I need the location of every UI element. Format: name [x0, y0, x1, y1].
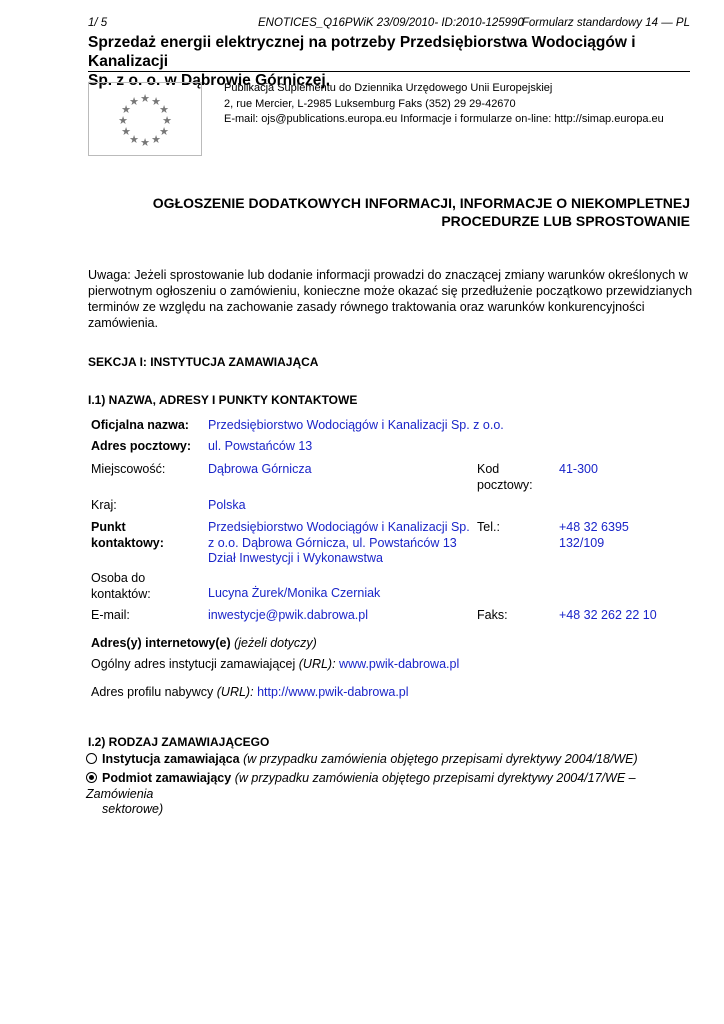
- general-url-link[interactable]: www.pwik-dabrowa.pl: [339, 657, 460, 671]
- title-line-2: Sp. z o. o. w Dąbrowie Górniczej.: [88, 72, 331, 89]
- svg-text:★: ★: [129, 96, 139, 108]
- contact-point-label-2: kontaktowy:: [91, 535, 164, 550]
- general-address-label: Ogólny adres instytucji zamawiającej: [91, 657, 296, 671]
- internet-address-heading: [91, 636, 317, 652]
- country-label: Kraj:: [91, 498, 117, 512]
- svg-text:★: ★: [121, 126, 131, 138]
- form-name: Formularz standardowy 14 — PL: [521, 17, 690, 29]
- contact-point-value: [208, 520, 470, 567]
- postal-code-label-1: Kod: [477, 462, 500, 476]
- buyer-url-label: (URL):: [216, 685, 254, 699]
- section-heading: SEKCJA I: INSTYTUCJA ZAMAWIAJĄCA: [88, 355, 319, 369]
- subsection-heading-1: I.1) NAZWA, ADRESY I PUNKTY KONTAKTOWE: [88, 393, 358, 407]
- option1-label: Instytucja zamawiająca: [102, 752, 240, 766]
- country-value: Polska: [208, 498, 246, 512]
- notice-title-line-1: OGŁOSZENIE DODATKOWYCH INFORMACJI, INFORMACJE O NIEKOMPLETNEJ: [152, 195, 690, 211]
- email-link[interactable]: inwestycje@pwik.dabrowa.pl: [208, 608, 368, 622]
- eu-stars-icon: [89, 83, 201, 155]
- document-id: ENOTICES_Q16PWiK 23/09/2010- ID:2010-125990: [258, 17, 524, 29]
- warning-line-3: terminów ze względu na zachowanie zasady równego traktowania oraz warunków konkurencyjności: [88, 300, 645, 314]
- publication-line-1: Publikacja Suplementu do Dziennika Urzędowego Unii Europejskiej: [224, 82, 553, 94]
- city-label: Miejscowość:: [91, 462, 166, 476]
- postal-code-label-2: pocztowy:: [477, 477, 533, 492]
- option-contracting-authority: [86, 752, 696, 768]
- contact-point-line-3: Dział Inwestycji i Wykonawstwa: [208, 551, 383, 565]
- eu-flag-logo: [88, 82, 202, 156]
- option2-label: Podmiot zamawiający: [102, 771, 232, 785]
- postal-address-value: ul. Powstańców 13: [208, 439, 313, 453]
- notice-title: [88, 194, 690, 230]
- svg-text:★: ★: [140, 93, 150, 105]
- notice-title-line-2: PROCEDURZE LUB SPROSTOWANIE: [441, 213, 690, 229]
- contact-point-label-1: Punkt: [91, 520, 126, 534]
- official-name-value: Przedsiębiorstwo Wodociągów i Kanalizacji Sp. z o.o.: [208, 418, 504, 432]
- svg-text:★: ★: [159, 104, 169, 116]
- general-url-label: (URL):: [298, 657, 336, 671]
- option1-note: (w przypadku zamówienia objętego przepisami dyrektywy 2004/18/WE): [243, 752, 638, 766]
- phone-line-1: +48 32 6395: [559, 520, 629, 534]
- fax-label: Faks:: [477, 608, 508, 622]
- contact-point-line-1: Przedsiębiorstwo Wodociągów i Kanalizacji Sp.: [208, 520, 470, 534]
- city-value: Dąbrowa Górnicza: [208, 462, 312, 476]
- publication-info: [224, 81, 664, 128]
- radio-contracting-entity[interactable]: [86, 772, 97, 783]
- buyer-profile-row: [91, 685, 409, 701]
- svg-text:★: ★: [162, 115, 172, 127]
- option2-note-2: sektorowe): [102, 802, 164, 816]
- warning-line-2: pierwotnym ogłoszeniu o zamówieniu, konieczne może okazać się przedłużenie początkowo przewidzianych: [88, 284, 693, 298]
- svg-text:★: ★: [118, 115, 128, 127]
- svg-text:★: ★: [140, 137, 150, 149]
- buyer-profile-label: Adres profilu nabywcy: [91, 685, 214, 699]
- svg-text:★: ★: [151, 134, 161, 146]
- radio-contracting-authority[interactable]: [86, 753, 97, 764]
- contact-person-label-1: Osoba do: [91, 571, 146, 585]
- svg-text:★: ★: [159, 126, 169, 138]
- phone-value: [559, 520, 629, 551]
- svg-text:★: ★: [129, 134, 139, 146]
- contact-person-label: [91, 571, 151, 602]
- contact-person-label-2: kontaktów:: [91, 586, 151, 601]
- postal-code-label: [477, 462, 533, 493]
- general-address-row: [91, 657, 459, 673]
- phone-label: Tel.:: [477, 520, 500, 534]
- warning-line-4: zamówienia.: [88, 316, 158, 330]
- svg-text:★: ★: [121, 104, 131, 116]
- contact-point-line-2: z o.o. Dąbrowa Górnicza, ul. Powstańców 13: [208, 535, 457, 550]
- buyer-url-link[interactable]: http://www.pwik-dabrowa.pl: [257, 685, 409, 699]
- warning-line-1: Uwaga: Jeżeli sprostowanie lub dodanie informacji prowadzi do znaczącej zmiany warunków określonych w: [88, 268, 688, 282]
- phone-line-2: 132/109: [559, 535, 605, 550]
- publication-line-3: E-mail: ojs@publications.europa.eu Informacje i formularze on-line: http://simap.europa.eu: [224, 113, 664, 125]
- title-line-1: Sprzedaż energii elektrycznej na potrzeby Przedsiębiorstwa Wodociągów i Kanalizacji: [88, 34, 636, 70]
- divider: [88, 71, 690, 72]
- fax-value: +48 32 262 22 10: [559, 608, 657, 622]
- postal-address-label: Adres pocztowy:: [91, 439, 192, 453]
- postal-code-value: 41-300: [559, 462, 598, 476]
- contact-person-value: Lucyna Żurek/Monika Czerniak: [208, 586, 381, 600]
- page-number: 1/ 5: [88, 17, 108, 29]
- internet-address-label: Adres(y) internetowy(e): [91, 636, 231, 650]
- email-label: E-mail:: [91, 608, 130, 622]
- option2-note-1: (w przypadku zamówienia objętego przepisami dyrektywy 2004/17/WE – Zamówienia: [86, 771, 636, 801]
- svg-text:★: ★: [151, 96, 161, 108]
- official-name-label: Oficjalna nazwa:: [91, 418, 189, 432]
- publication-line-2: 2, rue Mercier, L-2985 Luksemburg Faks (352) 29 29-42670: [224, 97, 516, 110]
- contact-point-label: [91, 520, 164, 551]
- subsection-heading-2: I.2) RODZAJ ZAMAWIAJĄCEGO: [88, 735, 270, 749]
- option-contracting-entity: [86, 771, 696, 818]
- warning-text: [88, 267, 693, 331]
- internet-address-note: (jeżeli dotyczy): [234, 636, 317, 650]
